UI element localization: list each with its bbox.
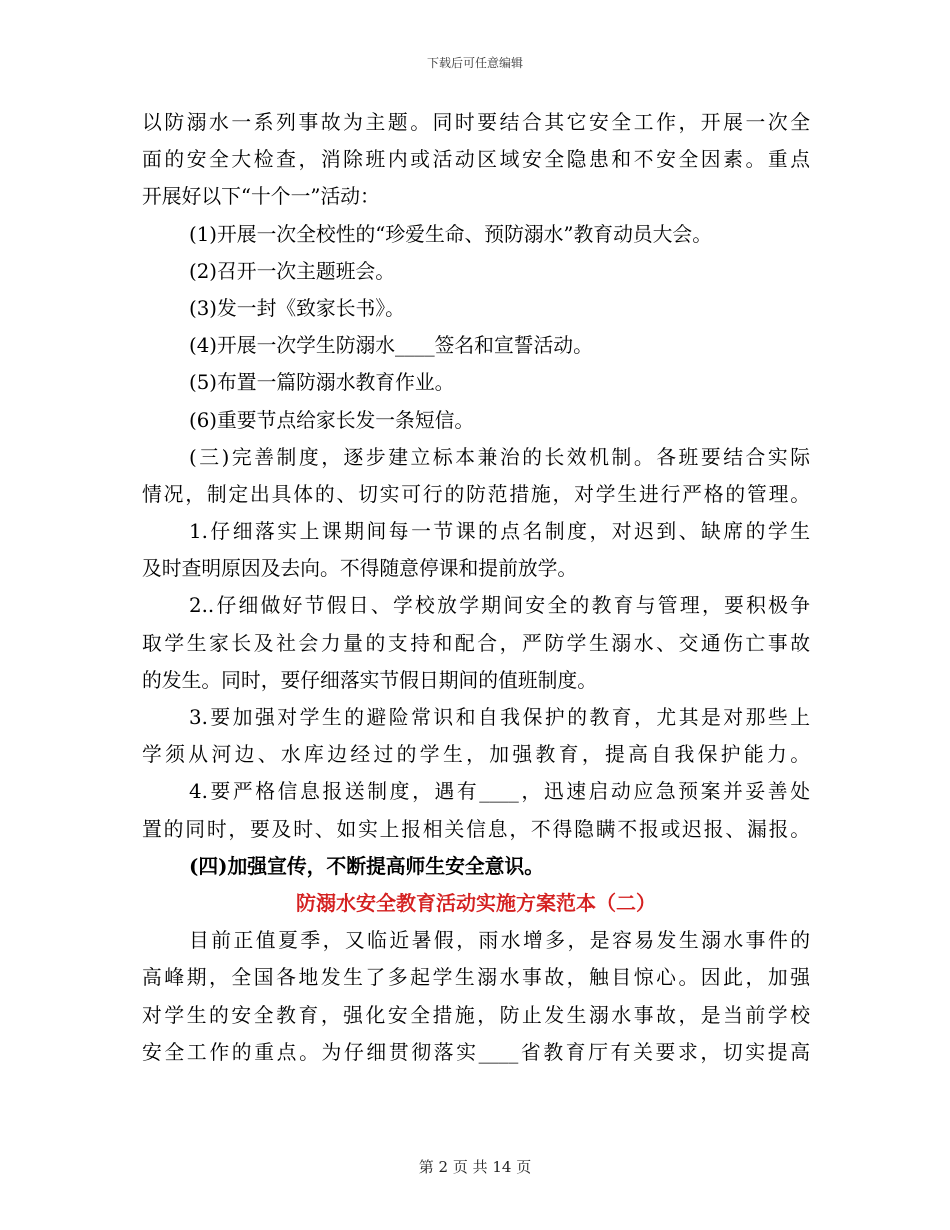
list-item: (4)开展一次学生防溺水____签名和宣誓活动。 — [189, 334, 593, 358]
paragraph-line: 情况，制定出具体的、切实可行的防范措施，对学生进行严格的管理。 — [142, 482, 810, 506]
paragraph-line: 目前正值夏季，又临近暑假，雨水增多，是容易发生溺水事件的 — [189, 929, 810, 953]
paragraph-line: 高峰期，全国各地发生了多起学生溺水事故，触目惊心。因此，加强 — [142, 966, 810, 990]
paragraph-line: 3.要加强对学生的避险常识和自我保护的教育，尤其是对那些上 — [189, 706, 810, 729]
list-item: (1)开展一次全校性的“珍爱生命、预防溺水”教育动员大会。 — [189, 222, 712, 246]
list-item: (6)重要节点给家长发一条短信。 — [189, 408, 475, 432]
paragraph-line: 对学生的安全教育，强化安全措施，防止发生溺水事故，是当前学校 — [142, 1003, 810, 1027]
page-footer: 第 2 页 共 14 页 — [418, 1158, 532, 1176]
paragraph-line: 取学生家长及社会力量的支持和配合，严防学生溺水、交通伤亡事故 — [142, 631, 810, 655]
paragraph-line: 面的安全大检查，消除班内或活动区域安全隐患和不安全因素。重点 — [142, 148, 810, 172]
list-item: (2)召开一次主题班会。 — [189, 259, 396, 283]
page-header: 下载后可任意编辑 — [426, 56, 523, 70]
paragraph-line: 的发生。同时，要仔细落实节假日期间的值班制度。 — [142, 668, 597, 692]
paragraph-line: 以防溺水一系列事故为主题。同时要结合其它安全工作，开展一次全 — [142, 111, 810, 134]
paragraph-line: 安全工作的重点。为仔细贯彻落实____省教育厅有关要求，切实提高 — [142, 1040, 810, 1064]
paragraph-line: 1.仔细落实上课期间每一节课的点名制度，对迟到、缺席的学生 — [189, 520, 810, 544]
list-item: (3)发一封《致家长书》。 — [189, 296, 405, 320]
paragraph-line: 置的同时，要及时、如实上报相关信息，不得隐瞒不报或迟报、漏报。 — [142, 817, 810, 841]
paragraph-line: 开展好以下“十个一”活动： — [142, 185, 380, 209]
document-body — [142, 104, 810, 1071]
paragraph-line: 及时查明原因及去向。不得随意停课和提前放学。 — [142, 557, 578, 581]
paragraph-line: 2..仔细做好节假日、学校放学期间安全的教育与管理，要积极争 — [189, 594, 810, 618]
section-heading: (四)加强宣传，不断提高师生安全意识。 — [189, 853, 545, 878]
list-item: (5)布置一篇防溺水教育作业。 — [189, 371, 455, 395]
paragraph-line: 4.要严格信息报送制度，遇有____，迅速启动应急预案并妥善处 — [189, 780, 810, 804]
document-title: 防溺水安全教育活动实施方案范本（二） — [296, 890, 656, 915]
paragraph-line: 学须从河边、水库边经过的学生，加强教育，提高自我保护能力。 — [142, 743, 810, 767]
paragraph-line: (三)完善制度，逐步建立标本兼治的长效机制。各班要结合实际 — [189, 445, 810, 469]
